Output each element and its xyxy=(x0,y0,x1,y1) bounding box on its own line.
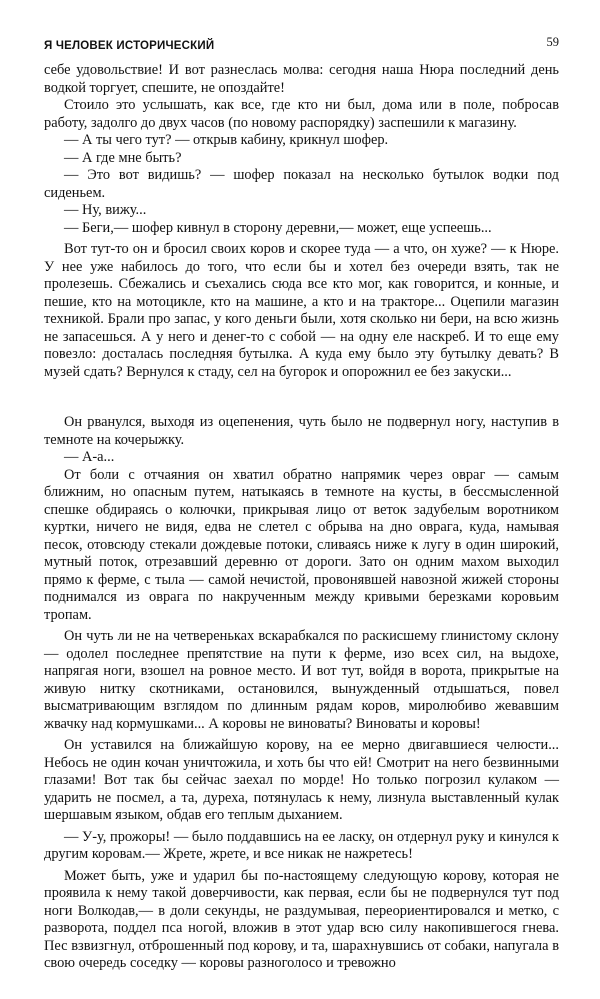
body-text xyxy=(44,62,559,973)
paragraph: Он уставился на ближайшую корову, на ее мерно двигавшиеся челюсти... Небось не один кочан уничтожила, и хоть бы что ей! Смотрит на него безвинными глазами! Вот так бы сейчас заехал по морде! Но только погрозил кулаком — ударить не посмел, а та, дуреха, потянулась к нему, лизнула выставленный кулак шершавым языком, обдав его теплым дыханием. xyxy=(44,737,559,823)
dialogue-line: — У-у, прожоры! — было поддавшись на ее ласку, он отдернул руку и кинулся к другим коровам.— Жрете, жрете, и все никак не нажретесь! xyxy=(44,828,559,862)
paragraph: Вот тут-то он и бросил своих коров и скорее туда — а что, он хуже? — к Нюре. У нее уже набилось до того, что если бы и хотел без очереди взять, так не пролезешь. Сбежались и съехались сюда все кто мог, как говорится, и конные, и пешие, кто на мотоцикле, кто на машине, а кто и на тракторе... Оцепили магазин техникой. Брали про запас, у кого деньги были, хотя сколько ни бери, на всю жизнь не запасешься. А у него и денег-то с собой — на одну еле наскреб. И то еще ему повезло: досталась последняя бутылка. А куда ему было эту бутылку девать? В музей сдать? Вернулся к стаду, сел на бугорок и опорожнил ее без закуски... xyxy=(44,241,559,380)
dialogue-line: — А ты чего тут? — открыв кабину, крикнул шофер. xyxy=(64,132,389,148)
dialogue-line: — А-а... xyxy=(64,449,115,465)
paragraph: Он чуть ли не на четвереньках вскарабкался по раскисшему глинистому склону — одолел последнее препятствие на пути к ферме, изо всех сил, на выдохе, напрягая ноги, взошел на ровное место. И вот тут, войдя в ворота, прикрытые на живую нитку скотниками, остановился, вынужденный отдышаться, повел высматривающим взглядом по длинным рядам коров, миролюбиво жевавшим жвачку над кормушками... А коровы не виноваты? Виноваты и коровы! xyxy=(44,628,559,732)
dialogue-line: — Ну, вижу... xyxy=(64,202,147,218)
paragraph: Может быть, уже и ударил бы по-настоящему следующую корову, которая не проявила к нему такой доверчивости, как первая, если бы не подвернулся тут под ноги Волкодав,— в доли секунды, не раздумывая, переориентировался и метко, с разворота, поддел пса ногой, вложив в этот удар всю силу накопившегося гнева. Пес взвизгнул, отброшенный под корову, и та, шарахнувшись от собаки, напугала в свою очередь соседку — коровы разноголосо и тревожно xyxy=(44,867,559,971)
paragraph: От боли с отчаяния он хватил обратно напрямик через овраг — самым ближним, но опасным путем, натыкаясь в темноте на кусты, в бессмысленной спешке обдираясь о колючки, прикрывая лицо от веток задубелым воротником куртки, ничего не видя, едва не слетел с обрыва на дно оврага, куда, намывая песок, отовсюду стекали дождевые потоки, сливаясь ниже к лугу в один широкий, мутный поток, отрезавший деревню от дороги. Зато он одним махом выходил прямо к ферме, с тыла — самой нечистой, провонявшей навозной жижей стороны поднимался из оврага по накрученным между кривыми березками коровьим тропам. xyxy=(44,466,559,623)
dialogue-line: — А где мне быть? xyxy=(64,149,182,166)
paragraph: себе удовольствие! И вот разнеслась молва: сегодня наша Нюра последний день водкой торгует, спешите, не опоздайте! xyxy=(44,62,559,96)
running-head xyxy=(44,35,559,58)
dialogue-line: — Это вот видишь? — шофер показал на несколько бутылок водки под сиденьем. xyxy=(44,167,559,201)
section-title: Я ЧЕЛОВЕК ИСТОРИЧЕСКИЙ xyxy=(44,40,215,52)
paragraph: Он рванулся, выходя из оцепенения, чуть было не подвернул ногу, наступив в темноте на кочерыжку. xyxy=(44,414,559,448)
paragraph: Стоило это услышать, как все, где кто ни был, дома или в поле, побросав работу, задолго до двух часов (по новому распорядку) заспешили к магазину. xyxy=(44,97,559,131)
dialogue-line: — Беги,— шофер кивнул в сторону деревни,— может, еще успеешь... xyxy=(64,219,492,236)
page-number: 59 xyxy=(546,35,559,49)
